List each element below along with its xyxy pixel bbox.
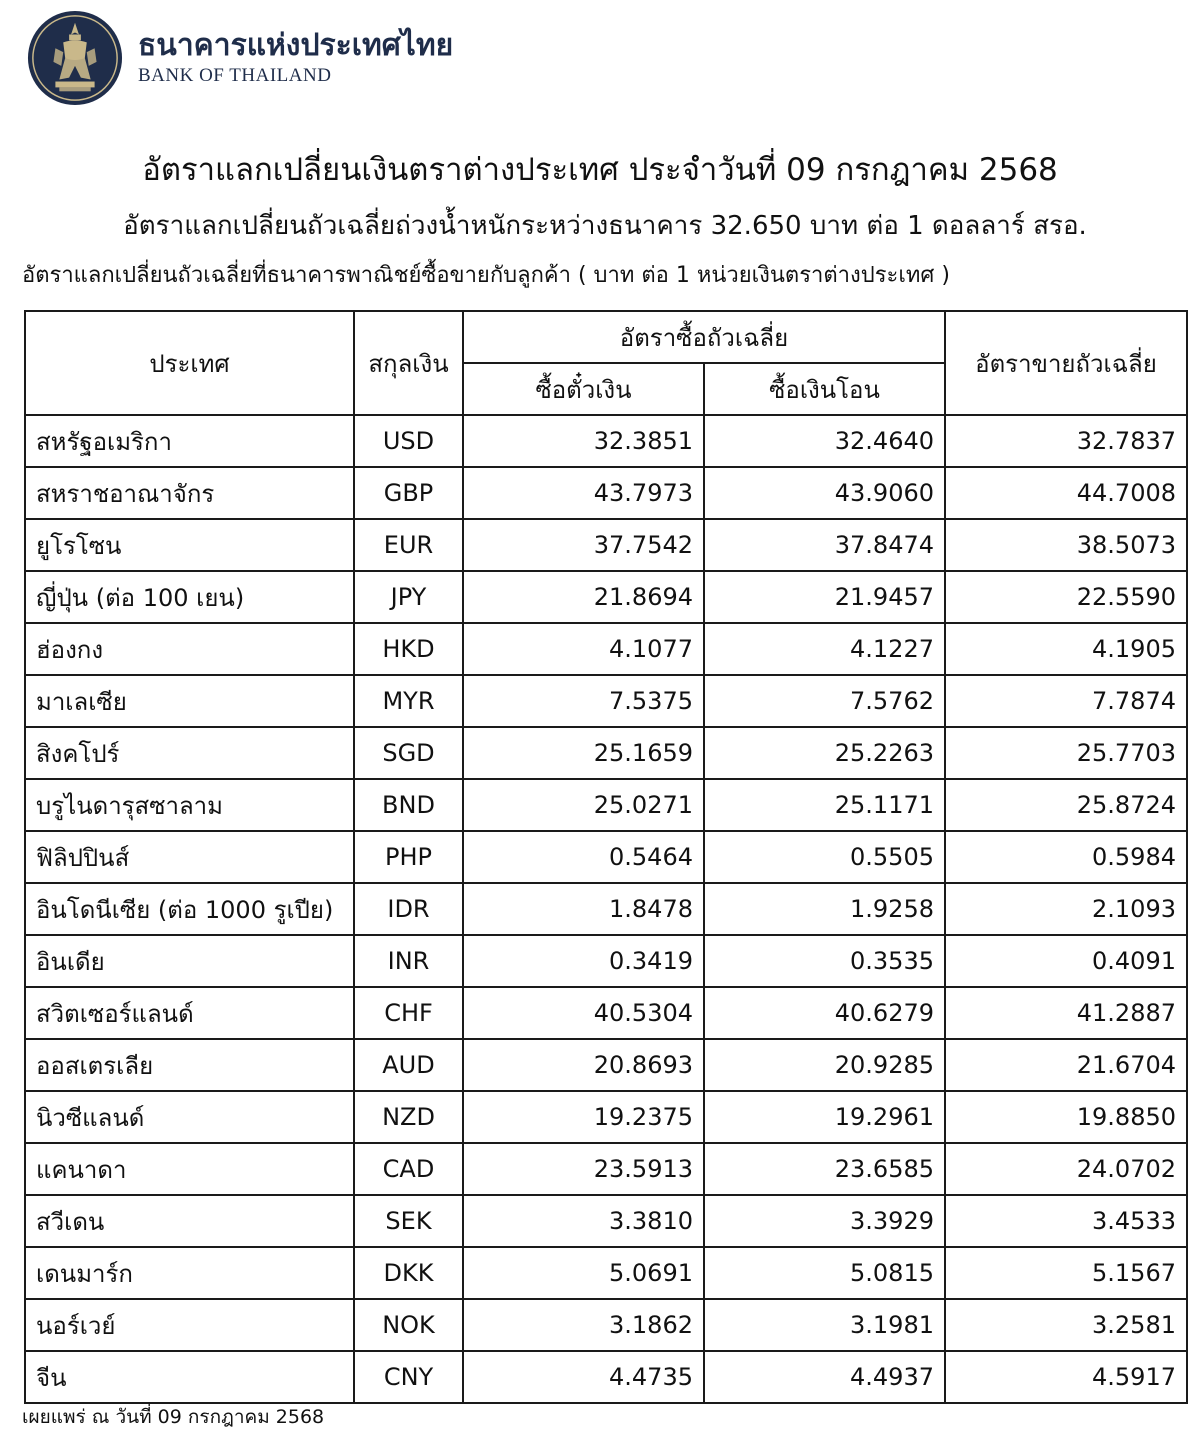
bank-name-english: BANK OF THAILAND — [138, 65, 332, 86]
buying-notes-rate-cell: 1.8478 — [463, 883, 704, 935]
country-cell: อินเดีย — [25, 935, 354, 987]
buying-transfer-rate-cell: 5.0815 — [704, 1247, 945, 1299]
table-row — [25, 1195, 1187, 1247]
currency-code-cell: GBP — [354, 467, 463, 519]
bank-name — [138, 28, 453, 88]
table-row — [25, 883, 1187, 935]
buying-notes-rate-cell: 32.3851 — [463, 415, 704, 467]
bank-of-thailand-seal-icon — [26, 9, 124, 107]
table-row — [25, 1351, 1187, 1403]
currency-code-cell: JPY — [354, 571, 463, 623]
buying-transfer-rate-cell: 25.1171 — [704, 779, 945, 831]
table-row — [25, 1143, 1187, 1195]
buying-notes-rate-cell: 40.5304 — [463, 987, 704, 1039]
selling-rate-cell: 4.1905 — [945, 623, 1187, 675]
buying-notes-rate-cell: 43.7973 — [463, 467, 704, 519]
country-cell: มาเลเซีย — [25, 675, 354, 727]
selling-rate-cell: 5.1567 — [945, 1247, 1187, 1299]
table-row — [25, 779, 1187, 831]
country-cell: อินโดนีเซีย (ต่อ 1000 รูเปีย) — [25, 883, 354, 935]
table-row — [25, 1039, 1187, 1091]
currency-code-cell: NZD — [354, 1091, 463, 1143]
country-cell: ยูโรโซน — [25, 519, 354, 571]
country-cell: ฮ่องกง — [25, 623, 354, 675]
buying-transfer-rate-cell: 0.3535 — [704, 935, 945, 987]
buying-transfer-rate-cell: 1.9258 — [704, 883, 945, 935]
currency-code-cell: SGD — [354, 727, 463, 779]
country-cell: จีน — [25, 1351, 354, 1403]
currency-code-cell: HKD — [354, 623, 463, 675]
buying-notes-rate-cell: 5.0691 — [463, 1247, 704, 1299]
currency-code-cell: EUR — [354, 519, 463, 571]
selling-rate-cell: 25.7703 — [945, 727, 1187, 779]
currency-code-cell: IDR — [354, 883, 463, 935]
currency-code-cell: NOK — [354, 1299, 463, 1351]
table-row — [25, 987, 1187, 1039]
table-row — [25, 727, 1187, 779]
country-cell: สหรัฐอเมริกา — [25, 415, 354, 467]
buying-transfer-rate-cell: 4.4937 — [704, 1351, 945, 1403]
table-row — [25, 415, 1187, 467]
buying-notes-rate-cell: 3.1862 — [463, 1299, 704, 1351]
buying-transfer-rate-cell: 37.8474 — [704, 519, 945, 571]
exchange-rate-table — [24, 310, 1188, 1404]
buying-transfer-rate-cell: 43.9060 — [704, 467, 945, 519]
country-cell: ญี่ปุ่น (ต่อ 100 เยน) — [25, 571, 354, 623]
header-buying-transfer: ซื้อเงินโอน — [704, 363, 945, 415]
buying-notes-rate-cell: 25.0271 — [463, 779, 704, 831]
buying-transfer-rate-cell: 0.5505 — [704, 831, 945, 883]
buying-notes-rate-cell: 37.7542 — [463, 519, 704, 571]
bank-header — [26, 8, 453, 108]
interbank-rate-subtitle: อัตราแลกเปลี่ยนถัวเฉลี่ยถ่วงน้ำหนักระหว่างธนาคาร 32.650 บาท ต่อ 1 ดอลลาร์ สรอ. — [123, 211, 1087, 241]
table-row — [25, 675, 1187, 727]
currency-code-cell: DKK — [354, 1247, 463, 1299]
country-cell: บรูไนดารุสซาลาม — [25, 779, 354, 831]
selling-rate-cell: 38.5073 — [945, 519, 1187, 571]
country-cell: ฟิลิปปินส์ — [25, 831, 354, 883]
country-cell: นิวซีแลนด์ — [25, 1091, 354, 1143]
currency-code-cell: INR — [354, 935, 463, 987]
currency-code-cell: BND — [354, 779, 463, 831]
currency-code-cell: USD — [354, 415, 463, 467]
buying-transfer-rate-cell: 32.4640 — [704, 415, 945, 467]
buying-notes-rate-cell: 0.3419 — [463, 935, 704, 987]
buying-transfer-rate-cell: 3.3929 — [704, 1195, 945, 1247]
country-cell: เดนมาร์ก — [25, 1247, 354, 1299]
table-row — [25, 1247, 1187, 1299]
table-row — [25, 623, 1187, 675]
buying-notes-rate-cell: 7.5375 — [463, 675, 704, 727]
buying-notes-rate-cell: 19.2375 — [463, 1091, 704, 1143]
selling-rate-cell: 2.1093 — [945, 883, 1187, 935]
selling-rate-cell: 4.5917 — [945, 1351, 1187, 1403]
publish-date: เผยแพร่ ณ วันที่ 09 กรกฎาคม 2568 — [22, 1406, 325, 1428]
selling-rate-cell: 44.7008 — [945, 467, 1187, 519]
currency-code-cell: AUD — [354, 1039, 463, 1091]
currency-code-cell: PHP — [354, 831, 463, 883]
buying-notes-rate-cell: 4.1077 — [463, 623, 704, 675]
buying-transfer-rate-cell: 40.6279 — [704, 987, 945, 1039]
selling-rate-cell: 22.5590 — [945, 571, 1187, 623]
table-body — [25, 415, 1187, 1403]
table-row — [25, 571, 1187, 623]
selling-rate-cell: 0.4091 — [945, 935, 1187, 987]
country-cell: ออสเตรเลีย — [25, 1039, 354, 1091]
currency-code-cell: SEK — [354, 1195, 463, 1247]
buying-transfer-rate-cell: 19.2961 — [704, 1091, 945, 1143]
header-country: ประเทศ — [25, 311, 354, 415]
selling-rate-cell: 32.7837 — [945, 415, 1187, 467]
table-row — [25, 519, 1187, 571]
selling-rate-cell: 19.8850 — [945, 1091, 1187, 1143]
buying-notes-rate-cell: 23.5913 — [463, 1143, 704, 1195]
country-cell: สหราชอาณาจักร — [25, 467, 354, 519]
selling-rate-cell: 3.2581 — [945, 1299, 1187, 1351]
selling-rate-cell: 7.7874 — [945, 675, 1187, 727]
table-row — [25, 1299, 1187, 1351]
buying-notes-rate-cell: 25.1659 — [463, 727, 704, 779]
currency-code-cell: CNY — [354, 1351, 463, 1403]
country-cell: แคนาดา — [25, 1143, 354, 1195]
currency-code-cell: MYR — [354, 675, 463, 727]
table-caption: อัตราแลกเปลี่ยนถัวเฉลี่ยที่ธนาคารพาณิชย์ซื้อขายกับลูกค้า ( บาท ต่อ 1 หน่วยเงินตราต่างประเทศ ) — [22, 263, 950, 288]
buying-transfer-rate-cell: 7.5762 — [704, 675, 945, 727]
buying-notes-rate-cell: 4.4735 — [463, 1351, 704, 1403]
country-cell: สวีเดน — [25, 1195, 354, 1247]
bank-name-thai: ธนาคารแห่งประเทศไทย — [138, 28, 454, 63]
buying-transfer-rate-cell: 3.1981 — [704, 1299, 945, 1351]
table-row — [25, 831, 1187, 883]
country-cell: สิงคโปร์ — [25, 727, 354, 779]
buying-transfer-rate-cell: 25.2263 — [704, 727, 945, 779]
table-header-row — [25, 311, 1187, 363]
country-cell: นอร์เวย์ — [25, 1299, 354, 1351]
buying-transfer-rate-cell: 21.9457 — [704, 571, 945, 623]
country-cell: สวิตเซอร์แลนด์ — [25, 987, 354, 1039]
buying-notes-rate-cell: 21.8694 — [463, 571, 704, 623]
selling-rate-cell: 24.0702 — [945, 1143, 1187, 1195]
buying-notes-rate-cell: 20.8693 — [463, 1039, 704, 1091]
page-title: อัตราแลกเปลี่ยนเงินตราต่างประเทศ ประจำวันที่ 09 กรกฎาคม 2568 — [142, 152, 1058, 188]
selling-rate-cell: 0.5984 — [945, 831, 1187, 883]
table-row — [25, 1091, 1187, 1143]
buying-notes-rate-cell: 3.3810 — [463, 1195, 704, 1247]
buying-notes-rate-cell: 0.5464 — [463, 831, 704, 883]
table-row — [25, 935, 1187, 987]
selling-rate-cell: 21.6704 — [945, 1039, 1187, 1091]
header-selling-rate: อัตราขายถัวเฉลี่ย — [945, 311, 1187, 415]
currency-code-cell: CAD — [354, 1143, 463, 1195]
header-currency: สกุลเงิน — [354, 311, 463, 415]
selling-rate-cell: 25.8724 — [945, 779, 1187, 831]
selling-rate-cell: 41.2887 — [945, 987, 1187, 1039]
currency-code-cell: CHF — [354, 987, 463, 1039]
selling-rate-cell: 3.4533 — [945, 1195, 1187, 1247]
header-buying-rate: อัตราซื้อถัวเฉลี่ย — [463, 311, 945, 363]
buying-transfer-rate-cell: 4.1227 — [704, 623, 945, 675]
header-buying-notes: ซื้อตั๋วเงิน — [463, 363, 704, 415]
buying-transfer-rate-cell: 23.6585 — [704, 1143, 945, 1195]
table-row — [25, 467, 1187, 519]
buying-transfer-rate-cell: 20.9285 — [704, 1039, 945, 1091]
